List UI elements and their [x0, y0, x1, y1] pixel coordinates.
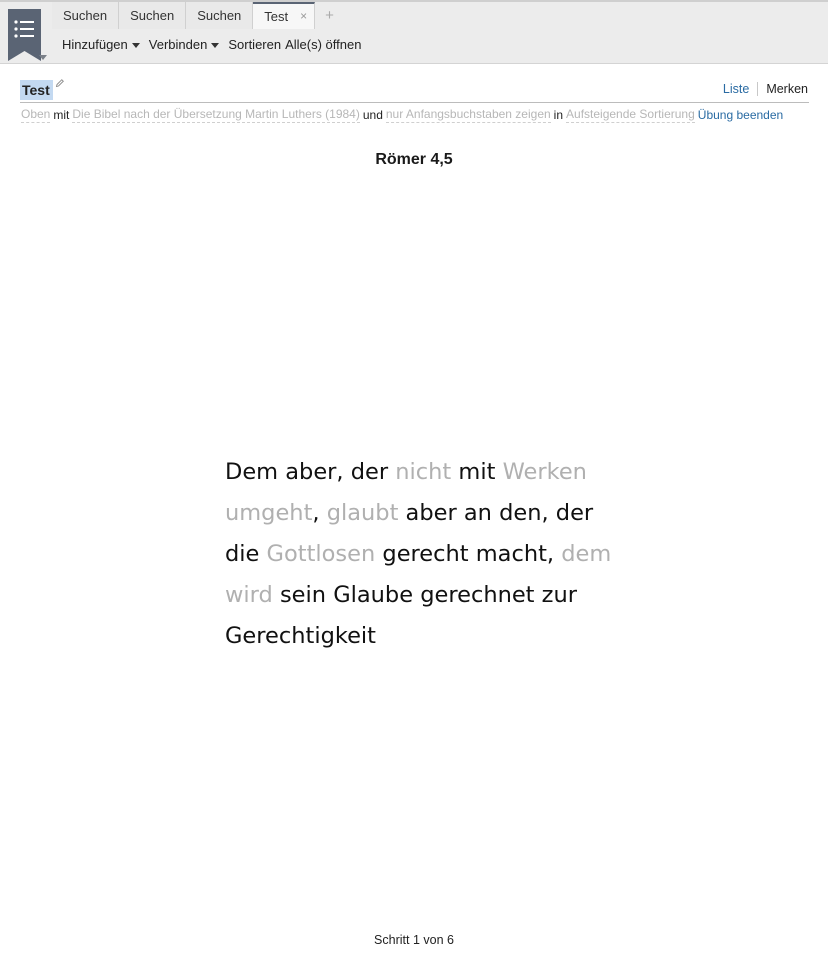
app-menu-dropdown-icon[interactable] — [39, 55, 47, 60]
header-divider — [20, 102, 809, 103]
top-bar — [0, 0, 828, 64]
settings-connector: und — [362, 108, 383, 122]
new-tab-button[interactable]: + — [325, 7, 334, 24]
tab-suchen-3[interactable] — [186, 2, 253, 29]
position-option[interactable]: Oben — [21, 107, 51, 121]
order-option[interactable]: Aufsteigende Sortierung — [566, 107, 695, 121]
mode-option[interactable]: nur Anfangsbuchstaben zeigen — [385, 107, 551, 121]
tab-close-icon[interactable]: × — [300, 9, 308, 23]
settings-connector: mit — [53, 108, 70, 122]
verse-word: gerechnet — [420, 582, 535, 608]
verse-word: an — [463, 500, 492, 526]
pencil-icon[interactable] — [55, 78, 65, 88]
verse-word: zur — [541, 582, 577, 608]
sort-button[interactable] — [228, 37, 281, 52]
hidden-word[interactable]: dem — [561, 541, 612, 567]
caret-down-icon — [211, 43, 219, 48]
verse-word: der — [350, 459, 389, 485]
connect-menu-label: Verbinden — [148, 37, 208, 52]
verse-word: Glaube — [333, 582, 414, 608]
connect-menu-button[interactable] — [149, 37, 220, 52]
verse-word: macht, — [475, 541, 555, 567]
tab-suchen-2[interactable] — [119, 2, 186, 29]
verse-word: den, — [499, 500, 549, 526]
bible-option[interactable]: Die Bibel nach der Übersetzung Martin Luthers (1984) — [72, 107, 360, 121]
verse-word: Gerechtigkeit — [225, 623, 377, 649]
step-indicator: Schritt 1 von 6 — [374, 933, 454, 947]
settings-connector: in — [553, 108, 564, 122]
verse-word: die — [225, 541, 260, 567]
verse-word: mit — [458, 459, 496, 485]
hidden-word[interactable]: Werken — [502, 459, 587, 485]
caret-down-icon — [132, 43, 140, 48]
toolbar — [62, 37, 370, 52]
hidden-word[interactable]: umgeht — [225, 500, 313, 526]
tab-label: Suchen — [197, 8, 242, 23]
verse-word: aber — [405, 500, 457, 526]
verse-word: aber, — [285, 459, 344, 485]
hidden-word[interactable]: wird — [225, 582, 273, 608]
add-menu-button[interactable] — [62, 37, 140, 52]
view-separator — [757, 82, 758, 96]
verse-word: der — [555, 500, 594, 526]
verse-word: Dem — [225, 459, 279, 485]
document-title[interactable]: Test — [20, 80, 53, 100]
passage-reference: Römer 4,5 — [375, 151, 453, 168]
verse-word: sein — [279, 582, 327, 608]
view-list-link[interactable]: Liste — [722, 82, 750, 96]
hidden-word[interactable]: glaubt — [326, 500, 399, 526]
hidden-word[interactable]: Gottlosen — [266, 541, 376, 567]
verse-word: gerecht — [382, 541, 469, 567]
exercise-settings — [21, 107, 783, 123]
open-all-label: Alle(s) öffnen — [285, 37, 362, 52]
end-exercise-link[interactable]: Übung beenden — [697, 108, 784, 122]
tab-suchen-1[interactable] — [52, 2, 119, 29]
tab-bar — [52, 2, 344, 29]
verse-word: , — [312, 500, 320, 526]
add-menu-label: Hinzufügen — [62, 37, 128, 52]
tab-label: Test — [264, 9, 289, 24]
open-all-button[interactable] — [285, 37, 361, 52]
hidden-word[interactable]: nicht — [395, 459, 452, 485]
view-memorize-current: Merken — [766, 82, 808, 96]
tab-test[interactable] — [253, 2, 315, 29]
view-switcher — [723, 82, 808, 96]
tab-label: Suchen — [63, 8, 108, 23]
tab-label: Suchen — [130, 8, 175, 23]
app-menu-icon[interactable] — [8, 9, 41, 61]
verse-text — [225, 452, 615, 657]
sort-label: Sortieren — [228, 37, 282, 52]
